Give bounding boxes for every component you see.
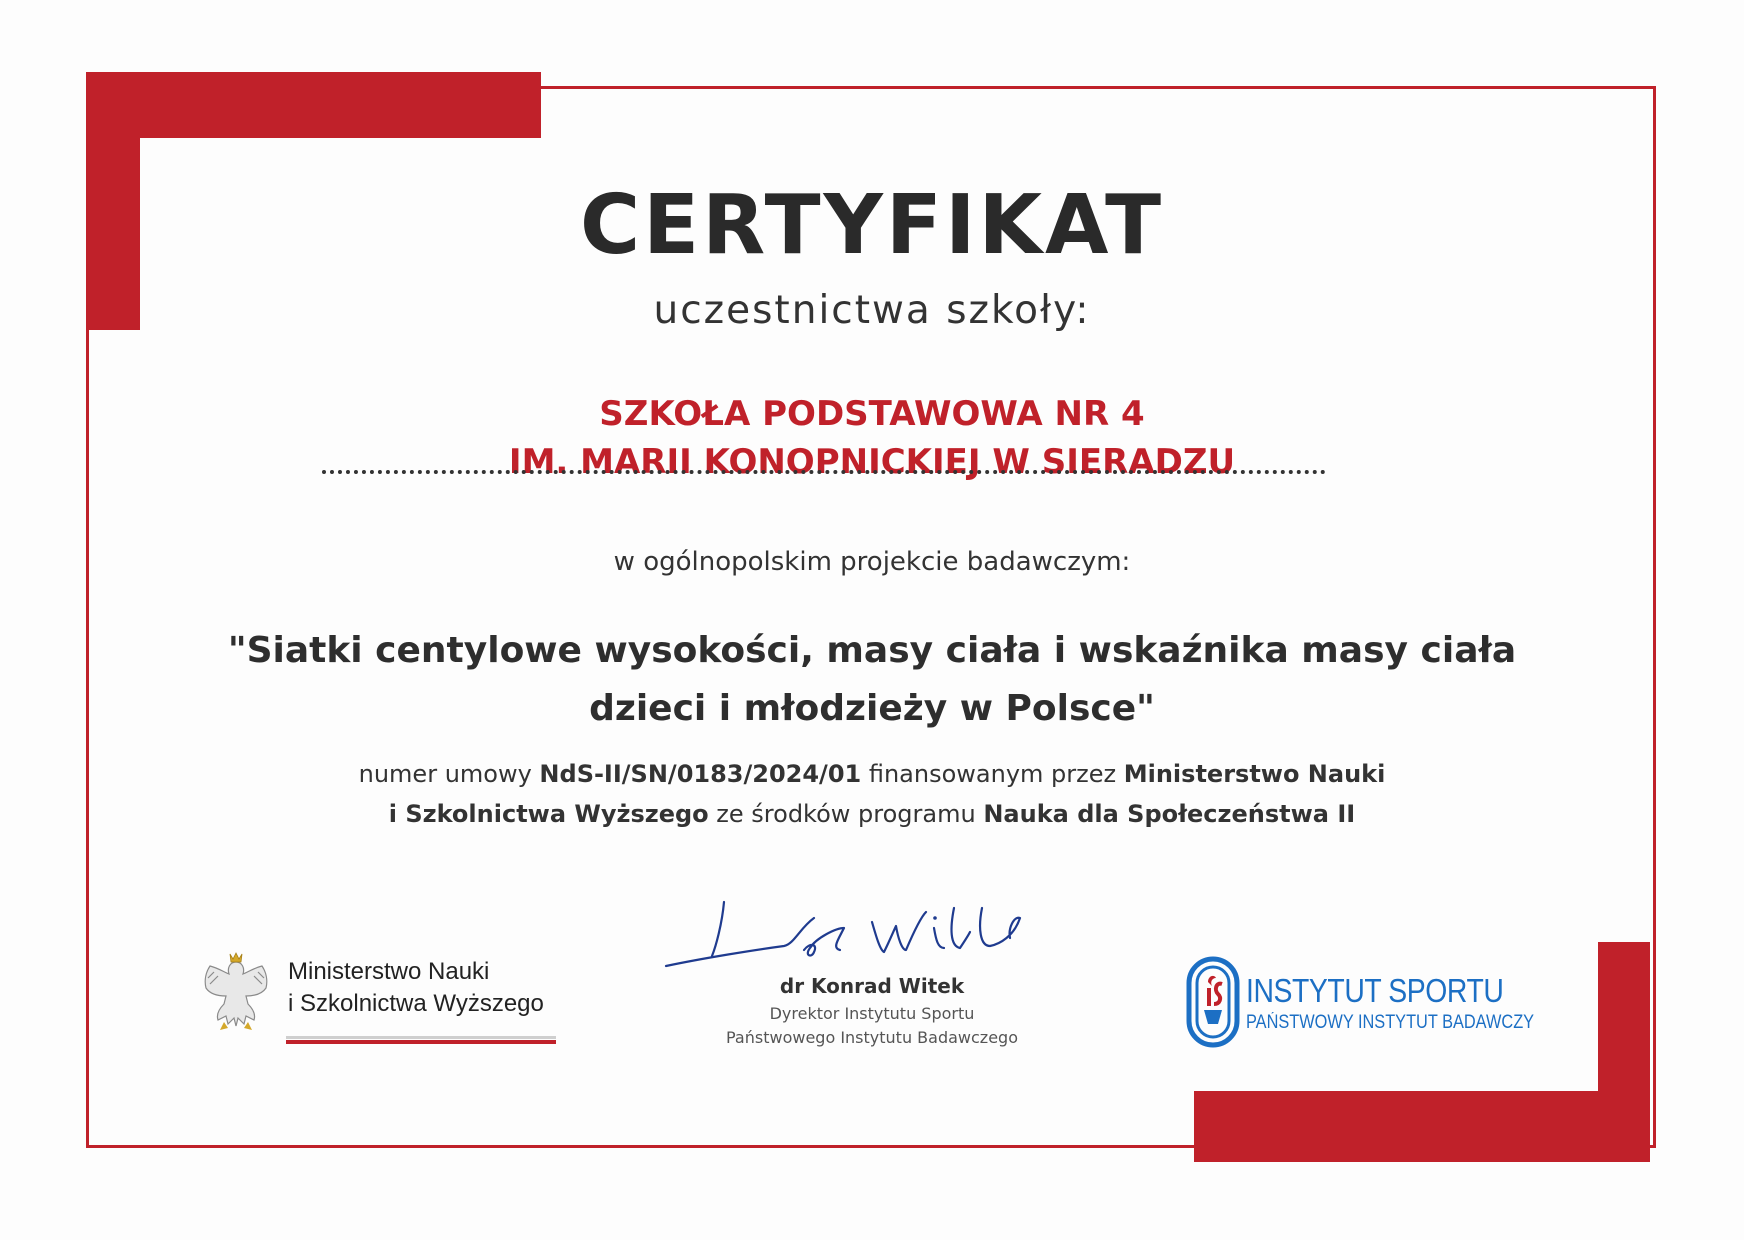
institute-logo — [1186, 950, 1535, 1050]
ministry-name-line2: i Szkolnictwa Wyższego — [288, 990, 544, 1017]
ministry-name-line1: Ministerstwo Nauki — [288, 958, 490, 985]
funding-text: finansowanym przez — [861, 760, 1124, 788]
signer-role-line1: Dyrektor Instytutu Sportu — [769, 1004, 975, 1023]
project-intro: w ogólnopolskim projekcie badawczym: — [613, 547, 1131, 577]
program-name: Nauka dla Społeczeństwa II — [983, 800, 1356, 828]
school-name-line1: SZKOŁA PODSTAWOWA NR 4 — [599, 394, 1145, 434]
funding-line1 — [0, 754, 1744, 794]
project-title — [0, 622, 1744, 738]
project-title-line2: dzieci i młodzieży w Polsce" — [589, 688, 1155, 729]
institute-emblem-icon — [1186, 956, 1240, 1048]
certificate-title: CERTYFIKAT — [579, 178, 1165, 273]
institute-name: INSTYTUT SPORTU — [1246, 972, 1504, 1009]
signer-role-line2: Państwowego Instytutu Badawczego — [726, 1028, 1018, 1047]
institute-subtitle: PAŃSTWOWY INSTYTUT BADAWCZY — [1246, 1012, 1535, 1033]
corner-accent-bottom-right — [1194, 1091, 1650, 1162]
signer-name: dr Konrad Witek — [779, 974, 965, 998]
school-name-line2: IM. MARII KONOPNICKIEJ W SIERADZU — [508, 442, 1236, 482]
funding-text: ze środków programu — [708, 800, 984, 828]
funder-name-cont: i Szkolnictwa Wyższego — [388, 800, 709, 828]
project-title-line1: "Siatki centylowe wysokości, masy ciała i wskaźnika masy ciała — [227, 630, 1517, 671]
funding-statement — [0, 754, 1744, 834]
funding-line2 — [0, 794, 1744, 834]
corner-accent-top-left — [86, 72, 541, 138]
certificate-subtitle: uczestnictwa szkoły: — [653, 288, 1091, 333]
contract-number: NdS-II/SN/0183/2024/01 — [539, 760, 862, 788]
dotted-underline — [322, 470, 1326, 474]
handwritten-signature — [664, 888, 1044, 988]
funder-name: Ministerstwo Nauki — [1123, 760, 1386, 788]
funding-text: numer umowy — [358, 760, 540, 788]
